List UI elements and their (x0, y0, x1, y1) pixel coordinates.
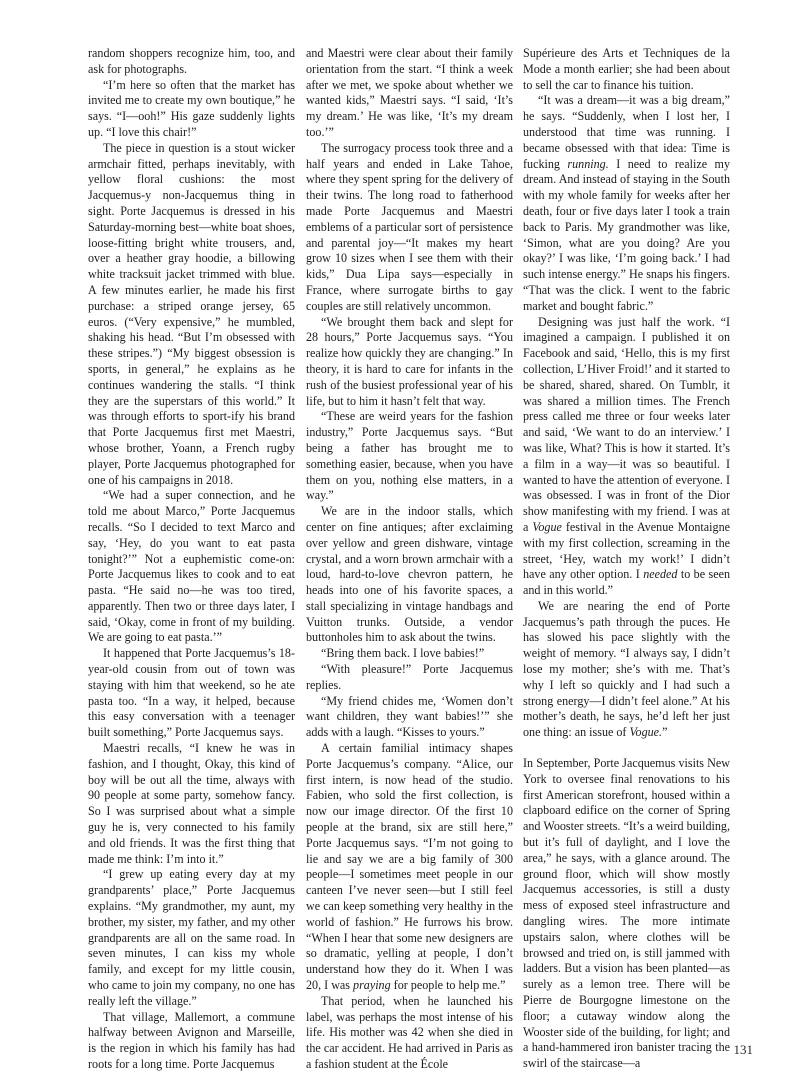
paragraph-text: In September, Porte Jacquemus visits New York to oversee final renovations to his first American storefront, housed within a clapboard edifice on the corner of Spring and Wooster streets. “It’s a weird building, but it’s full of daylight, and I love the area,” he says, with a glance around. The ground floor, which will show mostly Jacquemus accessories, is still a dusty mess of exposed steel infrastructure and dangling wires. The more intimate upstairs salon, where clothes will be browsed and tried on, is still jammed with ladders. But a vision has been planted—as surely as a lemon tree. There will be Pierre de Bourgogne limestone on the floor; a cutaway window along the Wooster side of the building, for light; and a hand-hammered iron banister tracing the swirl of the staircase—a (523, 756, 730, 1071)
paragraph-text: The piece in question is a stout wicker armchair fitted, perhaps inevitably, with yellow floral cushions: the most Jacquemus-y non-Jacquemus thing in sight. Porte Jacquemus is dressed in his Saturday-morning best—white boat shoes, loose-fitting bright white trousers, and, over a heather gray hoodie, a billowing white tracksuit jacket trimmed with blue. A few minutes earlier, he made his first purchase: a striped orange jersey, 65 euros. (“Very expensive,” he mumbled, shaking his head. “But I’m obsessed with these stripes.”) “My biggest obsession is sports, in general,” he explains as he continues wandering the stalls. “I think they are the superstars of this world.” It was through efforts to sport-ify his brand that Porte Jacquemus first met Maestri, whose brother, Yoann, a French rugby player, Porte Jacquemus photographed for one of his campaigns in 2018. (88, 140, 295, 487)
paragraph-text: Maestri recalls, “I knew he was in fashion, and I thought, Okay, this kind of boy will be out all the time, always with 90 people at some party, somehow fancy. So I was surprised about what a simple guy he is, very connected to his family and old friends. It was the first thing that made me think: I’m into it.” (88, 741, 295, 866)
paragraph-text: “These are weird years for the fashion industry,” Porte Jacquemus says. “But being a father has brought me to something easier, because, when you have them on you, nothing else matters, in a way.” (306, 409, 513, 503)
italic-text: Vogue (532, 519, 562, 534)
article-paragraph (88, 1010, 295, 1073)
paragraph-text: Designing was just half the work. “I imagined a campaign. I published it on Facebook and said, ‘Hello, this is my first collection, L’Hiver Froid!’ and it started to be shared, shared, shared. On Tumblr, it was shared a million times. The French press called me three or four weeks later and said, ‘We want to do an interview.’ I was like, What? This is how it started. It’s a film in a way—it was so beautiful. I wanted to have the attention of everyone. I was obsessed. I was in front of the Dior show manifesting with my friend. I was at a (523, 314, 730, 534)
article-paragraph (306, 694, 513, 741)
paragraph-text: I need to realize my dream. And instead of staying in the South with my whole family for weeks after her death, four or five days later I took a train back to Paris. My grandmother was like, ‘Simon, what are you doing? Are you okay?’ I was like, ‘I’m going back.’ I had such intense energy.” He snaps his fingers. “That was the click. I went to the fabric market and bought fabric.” (523, 156, 730, 313)
paragraph-text: That village, Mallemort, a commune halfway between Avignon and Marseille, is the region in which his family has had roots for a long time. Porte Jacquemus (88, 1009, 295, 1071)
paragraph-text: “With pleasure!” Porte Jacquemus replies. (306, 662, 513, 692)
article-paragraph (88, 741, 295, 867)
paragraph-text: festival in the Avenue Montaigne with my first collection, screaming in the street, ‘Hey, watch my work!’ I didn’t have any other option. I (523, 519, 730, 582)
paragraph-text: to be seen and in this world.” (523, 567, 730, 598)
paragraph-text: “We had a super connection, and he told me about Marco,” Porte Jacquemus recalls. “So I decided to text Marco and say, ‘Hey, do you want to eat pasta tonight?’” Not a euphemistic come-on: Porte Jacquemus likes to cook and to eat pasta. “He said no—he was too tired, apparently. Then two or three days later, I said, ‘Okay, come in front of my building. We are going to eat pasta.’” (88, 488, 295, 645)
article-paragraph (523, 599, 730, 741)
paragraph-text: We are in the indoor stalls, which center on fine antiques; after exclaiming over yellow and green dishware, vintage crystal, and a worn brown armchair with a loud, hard-to-love chevron pattern, he heads into one of his favorite spaces, a stall specializing in vintage handbags and Vuitton trunks. Outside, a vendor buttonholes him to ask about the twins. (306, 504, 513, 645)
article-paragraph (523, 315, 730, 599)
paragraph-text: for people to help me.” (390, 978, 506, 993)
article-paragraph (306, 46, 513, 141)
paragraph-text: A certain familial intimacy shapes Porte Jacquemus’s company. “Alice, our first intern, is now head of the studio. Fabien, who sold the first collection, is now our image director. Of the first 10 people at the brand, six are still here,” Porte Jacquemus says. “I’m not going to lie and say we are a big family of 300 people—I sometimes meet people in our canteen I’ve never seen—but I still feel we can keep something very healthy in the world of fashion.” He furrows his brow. “When I hear that some new designers are so dramatic, yelling at people, I don’t understand how they do it. When I was 20, I was (306, 741, 513, 993)
article-paragraph (306, 141, 513, 315)
article-paragraph (306, 504, 513, 646)
paragraph-text: It happened that Porte Jacquemus’s 18-year-old cousin from out of town was staying with him that weekend, so he ate pasta too. “In a way, it helped, because this easy conversation with a teenager built something,” Porte Jacquemus says. (88, 646, 295, 740)
paragraph-text: “My friend chides me, ‘Women don’t want children, they want babies!’” she adds with a laugh. “Kisses to yours.” (306, 693, 513, 740)
italic-text: needed (643, 567, 678, 582)
article-paragraph (88, 46, 295, 78)
paragraph-text: ” (662, 725, 668, 740)
paragraph-text: random shoppers recognize him, too, and ask for photographs. (88, 46, 295, 76)
article-paragraph (88, 867, 295, 1009)
article-paragraph (88, 646, 295, 741)
italic-text: Vogue. (629, 725, 663, 740)
paragraph-text: We are nearing the end of Porte Jacquemus’s path through the puces. He has slowed his pace slightly with the weight of memory. “I always say, I didn’t lose my mother; she’s with me. That’s why I left so quickly and I had such a strong energy—I didn’t feel alone.” At his mother’s death, he says, he’d left her just one thing: an issue of (523, 598, 730, 740)
paragraph-text: “Bring them back. I love babies!” (321, 646, 485, 661)
paragraph-text: “We brought them back and slept for 28 hours,” Porte Jacquemus says. “You realize how quickly they are changing.” In theory, it is hard to care for infants in the rush of the busiest professional year of his life, but to him it hasn’t felt that way. (306, 314, 513, 408)
paragraph-text: “I’m here so often that the market has invited me to create my own boutique,” he says. “I—ooh!” His gaze suddenly lights up. “I love this chair!” (88, 77, 295, 139)
page-number: 131 (733, 1042, 753, 1057)
paragraph-text: That period, when he launched his label, was perhaps the most intense of his life. His mother was 42 when she died in the car accident. He had arrived in Paris as a fashion student at the École (306, 993, 513, 1071)
article-paragraph (306, 646, 513, 662)
italic-text: running. (567, 156, 609, 171)
article-paragraph (306, 662, 513, 694)
paragraph-text: “I grew up eating every day at my grandparents’ place,” Porte Jacquemus explains. “My grandmother, my aunt, my brother, my sister, my father, and my other grandparents are all on the same road. In seven minutes, I can kiss my whole family, and except for my little cousin, who came to join my company, no one has really left the village.” (88, 867, 295, 1008)
article-paragraph (523, 46, 730, 93)
italic-text: praying (353, 978, 391, 993)
text-column-2 (306, 46, 513, 1073)
article-paragraph (88, 141, 295, 489)
article-paragraph (523, 93, 730, 314)
article-paragraph (306, 315, 513, 410)
paragraph-text: Supérieure des Arts et Techniques de la Mode a month earlier; she had been about to sell the car to finance his tuition. (523, 46, 730, 92)
article-paragraph (88, 488, 295, 646)
paragraph-text: and Maestri were clear about their family orientation from the start. “I think a week after we met, we spoke about whether we wanted kids,” Maestri says. “I said, ‘It’s my dream.’ He was like, ‘It’s my dream too.’” (306, 46, 513, 139)
article-paragraph (523, 756, 730, 1072)
article-paragraph (88, 78, 295, 141)
paragraph-text: “It was a dream—it was a big dream,” he says. “Suddenly, when I lost her, I understood that time was running. I became obsessed with that idea: Time is fucking (523, 93, 730, 171)
article-paragraph (306, 409, 513, 504)
article-paragraph (306, 994, 513, 1073)
article-paragraph (306, 741, 513, 994)
text-column-3 (523, 46, 730, 1072)
text-column-1 (88, 46, 295, 1073)
paragraph-text: The surrogacy process took three and a half years and ended in Lake Tahoe, where they spent spring for the delivery of their twins. The long road to fatherhood made Porte Jacquemus and Maestri emblems of a particular sort of persistence and parental joy—“It makes my heart grow 10 sizes when I see them with their kids,” Dua Lipa says—especially in France, where surrogate births to gay couples are still relatively uncommon. (306, 140, 513, 313)
